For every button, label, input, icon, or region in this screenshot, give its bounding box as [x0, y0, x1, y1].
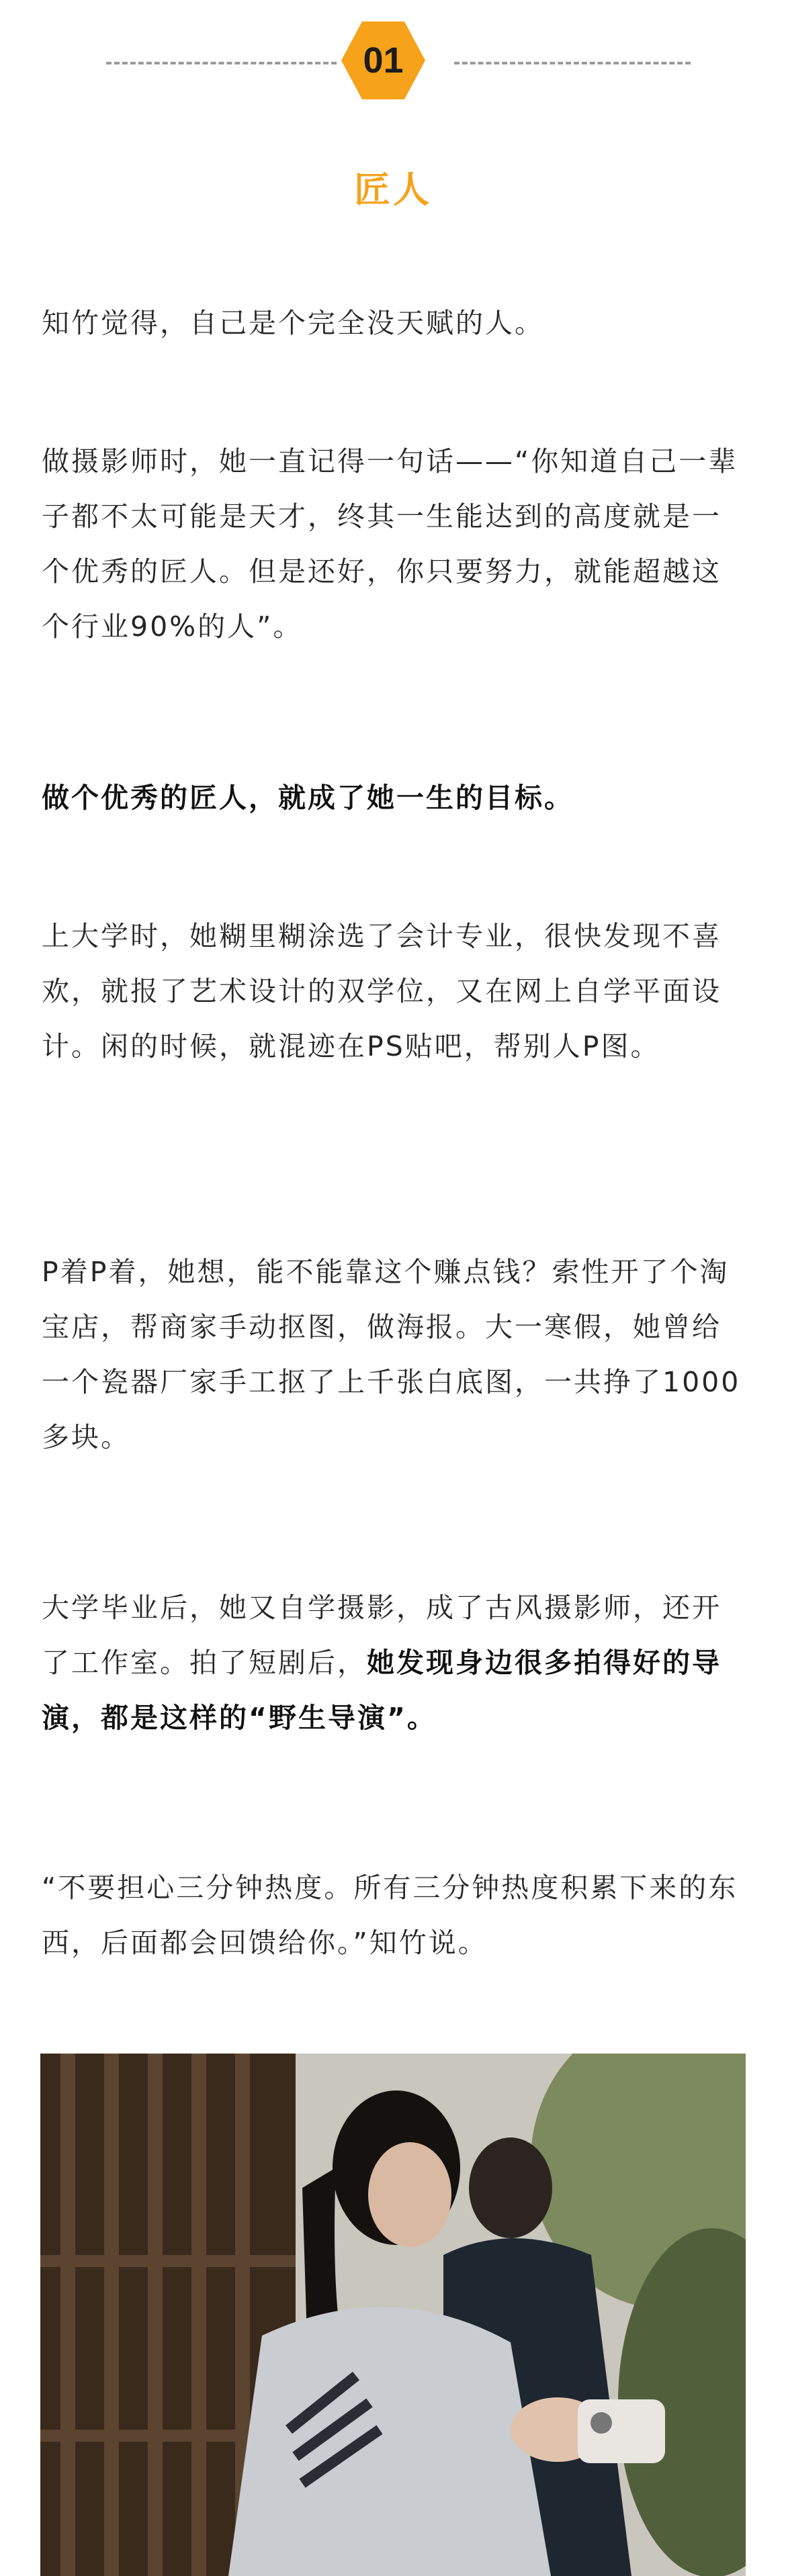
section-number-badge: [341, 20, 426, 101]
paragraph-2: 做摄影师时，她一直记得一句话——“你知道自己一辈子都不太可能是天才，终其一生能达到的高度就是一个优秀的匠人。但是还好，你只要努力，就能超越这个行业90%的人”。: [42, 445, 738, 643]
section-title: 匠人: [354, 169, 432, 211]
paragraph-1: 知竹觉得，自己是个完全没天赋的人。: [42, 307, 544, 339]
article-photo: [40, 2054, 746, 2576]
paragraph-7: “不要担心三分钟热度。所有三分钟热度积累下来的东西，后面都会回馈给你。”知竹说。: [42, 1872, 738, 1959]
section-header: [0, 20, 786, 101]
paragraph-6: 大学毕业后，她又自学摄影，成了古风摄影师，还开了工作室。拍了短剧后，她发现身边很多拍得好的导演，都是这样的“野生导演”。: [42, 1592, 722, 1734]
dashed-divider-right: [454, 62, 691, 64]
dashed-divider-left: [106, 62, 337, 64]
paragraph-3: 做个优秀的匠人，就成了她一生的目标。: [42, 782, 574, 814]
photo-image: [40, 2054, 746, 2576]
paragraph-5: P着P着，她想，能不能靠这个赚点钱？索性开了个淘宝店，帮商家手动抠图，做海报。大一寒假，她曾给一个瓷器厂家手工抠了上千张白底图，一共挣了1000多块。: [42, 1256, 741, 1453]
paragraph-4: 上大学时，她糊里糊涂选了会计专业，很快发现不喜欢，就报了艺术设计的双学位，又在网上自学平面设计。闲的时候，就混迹在PS贴吧，帮别人P图。: [42, 920, 722, 1062]
section-number: 01: [363, 40, 404, 81]
